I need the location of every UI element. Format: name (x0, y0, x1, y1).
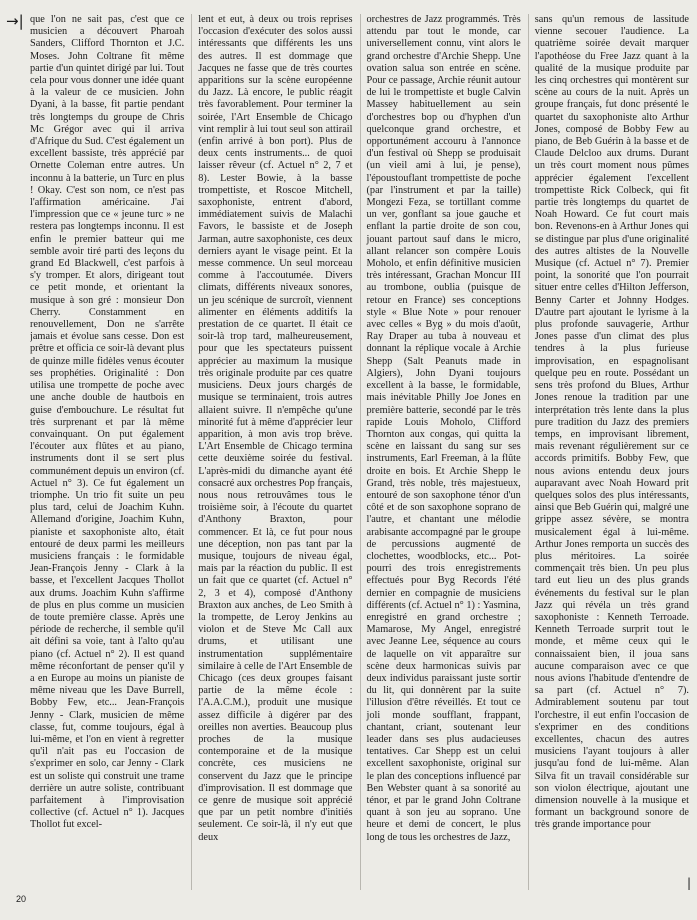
article-column-1 (30, 14, 184, 890)
column-1-text: que l'on ne sait pas, c'est que ce musicien a découvert Pharoah Sanders, Clifford Thornton et J.C. Moses. John Coltrane fit même partie d'un quintet dirigé par lui. Tout cela pour vous donner une idée quant à la valeur de ce musicien. John Dyani, à la basse, fit partie pendant très longtemps du groupe de Chris Mc Grégor avec qui il arriva d'Afrique du Sud. C'est également un excellent bassiste, très apprécié par Ornette Coleman entre autres. Un inconnu à la batterie, un Turc en plus ! Okay. C'est son nom, ce n'est pas l'affirmation américaine. J'ai l'impression que ce « jeune turc » ne restera pas longtemps inconnu. Il est enfin le premier batteur qui me semble avoir tiré parti des leçons du grand Ed Blackwell, c'est parfois à s'y tromper. Et alors, dirigeant tout ce petit monde, et orientant la musique à son gré : monsieur Don Cherry. Constamment en renouvellement, Don ne s'arrête jamais et évolue sans cesse. Don est prêtre et officia ce soir-là devant plus de quinze mille fidèles venus écouter ses prophéties. Originalité : Don utilisa une trompette de poche avec une anche double de hautbois en guise d'embouchure. Le résultat fut très surprenant et par là même convainquant. On put également l'écouter aux flûtes et au piano, instruments dont il se sert plus communément depuis un environ (cf. Actuel n° 3). Ce fut également un triomphe. Un trio fit suite un peu plus tard, celui de Joachim Kuhn. Allemand d'origine, Joachim Kuhn, pianiste et saxophoniste alto, était entouré de deux parmi les meilleurs musiciens français : le formidable Jean-François Jenny - Clark à la basse, et l'excellent Jacques Thollot aux drums. Joachim Kuhn s'affirme de plus en plus comme un musicien de toute première classe. Après une période de recherche, il semble qu'il ait défini sa voie, tant à l'alto qu'au piano (cf. Actuel n° 2). Il est quand même réconfortant de penser qu'il y a en Europe au moins un pianiste de même niveau que les Dave Burrell, Bobby Few, etc... Jean-François Jenny - Clark, musicien de même classe, fut, comme toujours, égal à lui-même, et l'on en vient à regretter qu'il n'ait pas eu l'occasion de s'exprimer en solo, car Jenny - Clark est un soliste qui construit une trame derrière un autre soliste, contribuant parfaitement à l'improvisation collective (cf. Actuel n° 1). Jacques Thollot fut excel- (30, 14, 185, 831)
page-number: 20 (16, 894, 27, 904)
article-column-3 (360, 14, 521, 890)
article-column-2 (191, 14, 352, 890)
column-4-text: sans qu'un remous de lassitude vienne secouer l'audience. La quatrième soirée devait marquer l'apothéose du Free Jazz quant à la qualité de la musique produite par les cinq orchestres qui montèrent sur scène au cours de la nuit. Après un groupe français, fut donc présenté le quartet du saxophoniste alto Arthur Jones, composé de Bobby Few au piano, de Beb Guérin à la basse et de Claude Delcloo aux drums. Durant un très court moment nous pûmes apprécier également l'excellent trompettiste Rick Colbeck, qui fit partie très longtemps du quartet de Noah Howard. Ce fut court mais bon. Revenons-en à Arthur Jones qui se distingue par plus d'une originalité des autres altistes de la Nouvelle Musique (cf. Actuel n° 7). Premier point, la sonorité que l'on pourrait situer entre celles d'Hilton Jefferson, Benny Carter et Johnny Hodges. D'autre part ajoutant le lyrisme à la plus profonde sauvagerie, Arthur Jones passe d'un climat des plus tendres à la plus furieuse improvisation, en espagnolisant quelque peu en route. Possédant un sens très profond du Blues, Arthur Jones renoue la tradition par une interprétation très lente dans la plus pure tradition du Jazz des premiers temps, en improvisant librement, mais revenant régulièrement sur ce accords primitifs. Bobby Few, que nous avions entendu deux jours auparavant avec Noah Howard prit quelques solos des plus intéressants, ainsi que Beb Guérin qui, malgré une grippe assez sévère, se montra musicalement égal à lui-même. Arthur Jones remporta un succès des plus méritoires. La soirée commençait très bien. Un peu plus tard eut lieu un des plus grands événements du festival sur le plan Jazz qui révéla un très grand saxophoniste : Kenneth Terroade. Kenneth Terroade surprit tout le monde, et même ceux qui le connaissaient bien, il joua sans aucune comparaison avec ce que nous avions l'habitude d'entendre de sa part (cf. Actuel n° 7). Admirablement soutenu par tout l'orchestre, il eut enfin l'occasion de s'exprimer en des conditions excellentes, chacun des autres musiciens l'ayant toujours à aller jusqu'au fond de lui-même. Alan Silva fit un travail considérable sur son violon électrique, ajoutant une dimension nouvelle à la musique et formant un background sonore de très grande importance pour (534, 14, 689, 831)
column-2-text: lent et eut, à deux ou trois reprises l'occasion d'exécuter des solos aussi intéressants que différents les uns des autres. Il est dommage que Jacques ne fasse que de très courtes apparitions sur la scène européenne du Jazz. Là encore, le public réagit très favorablement. Pour terminer la soirée, l'Art Ensemble de Chicago vint remplir à lui tout seul son attirail (enfin arrivé à bon port). Plus de deux cents instruments... de quoi laisser rêveur (cf. Actuel n° 2, 7 et 8). Lester Bowie, à la basse trompettiste, et Roscoe Mitchell, saxophoniste, entrent d'abord, immédiatement suivis de Malachi Favors, le bassiste et de Joseph Jarman, autre saxophoniste, ces deux derniers ayant le visage peint. Et la messe commence. Un seul morceau comme à l'accoutumée. Divers climats, différents niveaux sonores, un jeu scénique de surcroît, viennent alimenter en éléments additifs la prestation de ce quartet. Il était ce soir-là trop tard, malheureusement, pour que les spectateurs puissent apprécier au maximum la musique très originale produite par ces quatre musiciens. Deux jours chargés de musique se terminaient, trois autres allaient suivre. Il n'empêche qu'une minorité fut à même d'apprécier leur apparition, à mon avis trop brève. L'Art Ensemble de Chicago termina cette deuxième soirée du festival. L'après-midi du dimanche ayant été consacré aux orchestres Pop français, nous nous retrouvâmes tous le troisième soir, à l'écoute du quartet d'Anthony Braxton, pour commencer. Et là, ce fut pour nous une déception, non pas tant par la musique, toujours de niveau égal, mais par la réaction du public. Il est un fait que ce quartet (cf. Actuel n° 2, 3 et 4), composé d'Anthony Braxton aux anches, de Leo Smith à la trompette, de Leroy Jenkins au violon et de Steve Mc Call aux drums, et utilisant une instrumentation supplémentaire similaire à celle de l'Art Ensemble de Chicago (ces deux groupes faisant partie de la même école : l'A.A.C.M.), produit une musique assez difficile à digérer par des oreilles non averties. Beaucoup plus proches de la musique contemporaine et de la musique concrète, ces musiciens ne conservent du Jazz que le principe d'improvisation. Il est dommage que ce genre de musique soit apprécié que par un petit nombre d'initiés seulement. Ce soir-là, il n'y eut que deux (198, 14, 353, 843)
end-arrow-icon: | (686, 876, 691, 890)
continuation-arrow-icon: →| (6, 12, 24, 30)
article-columns (30, 14, 689, 890)
column-3-text: orchestres de Jazz programmés. Très attendu par tout le monde, car universellement connu, vint alors le grand orchestre d'Archie Shepp. Une ovation salua son entrée en scène. Pour ce passage, Archie réunit autour de lui le trompettiste et bugle Calvin Massey habituellement au sein d'orchestres bop ou d'hyphen d'un quelconque grand orchestre, et opportunément accouru à l'annonce d'un festival où Shepp se produisait (un vieil ami à lui, je pense), l'époustouflant trompettiste de poche (par l'instrument et par la taille) Mongezi Feza, se tortillant comme un ver, gonflant sa joue gauche et enflant la partie droite de son cou, jouant partout sauf dans le micro, allant relancer son compère Louis Moholo, et enfin définitive musicien très intéressant, Grachan Moncur III au trombone, oublia (puisque de retour en France) ses conceptions style « Blue Note » pour renouer avec celles « Byg » du mois d'août, Ray Draper au tuba à nouveau et donnant la réplique vocale à Archie Shepp (Salt Peanuts made in Algiers), John Dyani toujours excellent à la basse, le formidable, mais inévitable Philly Joe Jones en première batterie, secondé par le très rapide Louis Moholo, Clifford Thornton aux congas, qui quitta la scène en laissant du sang sur ses instruments, Earl Freeman, à la flûte droite en bois. Et Archie Shepp le Grand, très noble, très majestueux, entouré de son saxophone ténor d'un côté et de son saxophone soprano de l'autre, et chantant une mélodie arabisante accompagné par le groupe de percussions augmenté de clochettes, woodblocks, etc... Pot-pourri des trois enregistrements effectués pour Byg Records l'été dernier en compagnie de musiciens différents (cf. Actuel n° 1) : Yasmina, enregistré en grand orchestre ; Mamarose, My Angel, enregistré avec Jeanne Lee, séquence au cours de laquelle on vit apparaître sur scène deux harmonicas suivis par deux individus paraissant juste sortir du lit, qui donnèrent par la suite l'illusion d'être réveillés. Et tout ce joli monde soufflant, frappant, chantant, criant, soutenant leur leader dans ses plus audacieuses tentatives. Car Shepp est un celui excellent saxophoniste, original sur le plan des conceptions influencé par Ben Webster quant à sa sonorité au ténor, et par le grand John Coltrane quant à son jeu au soprano. Une heure et demi de concert, le plus long de tous les orchestres de Jazz, (366, 14, 521, 843)
article-column-4 (528, 14, 689, 890)
